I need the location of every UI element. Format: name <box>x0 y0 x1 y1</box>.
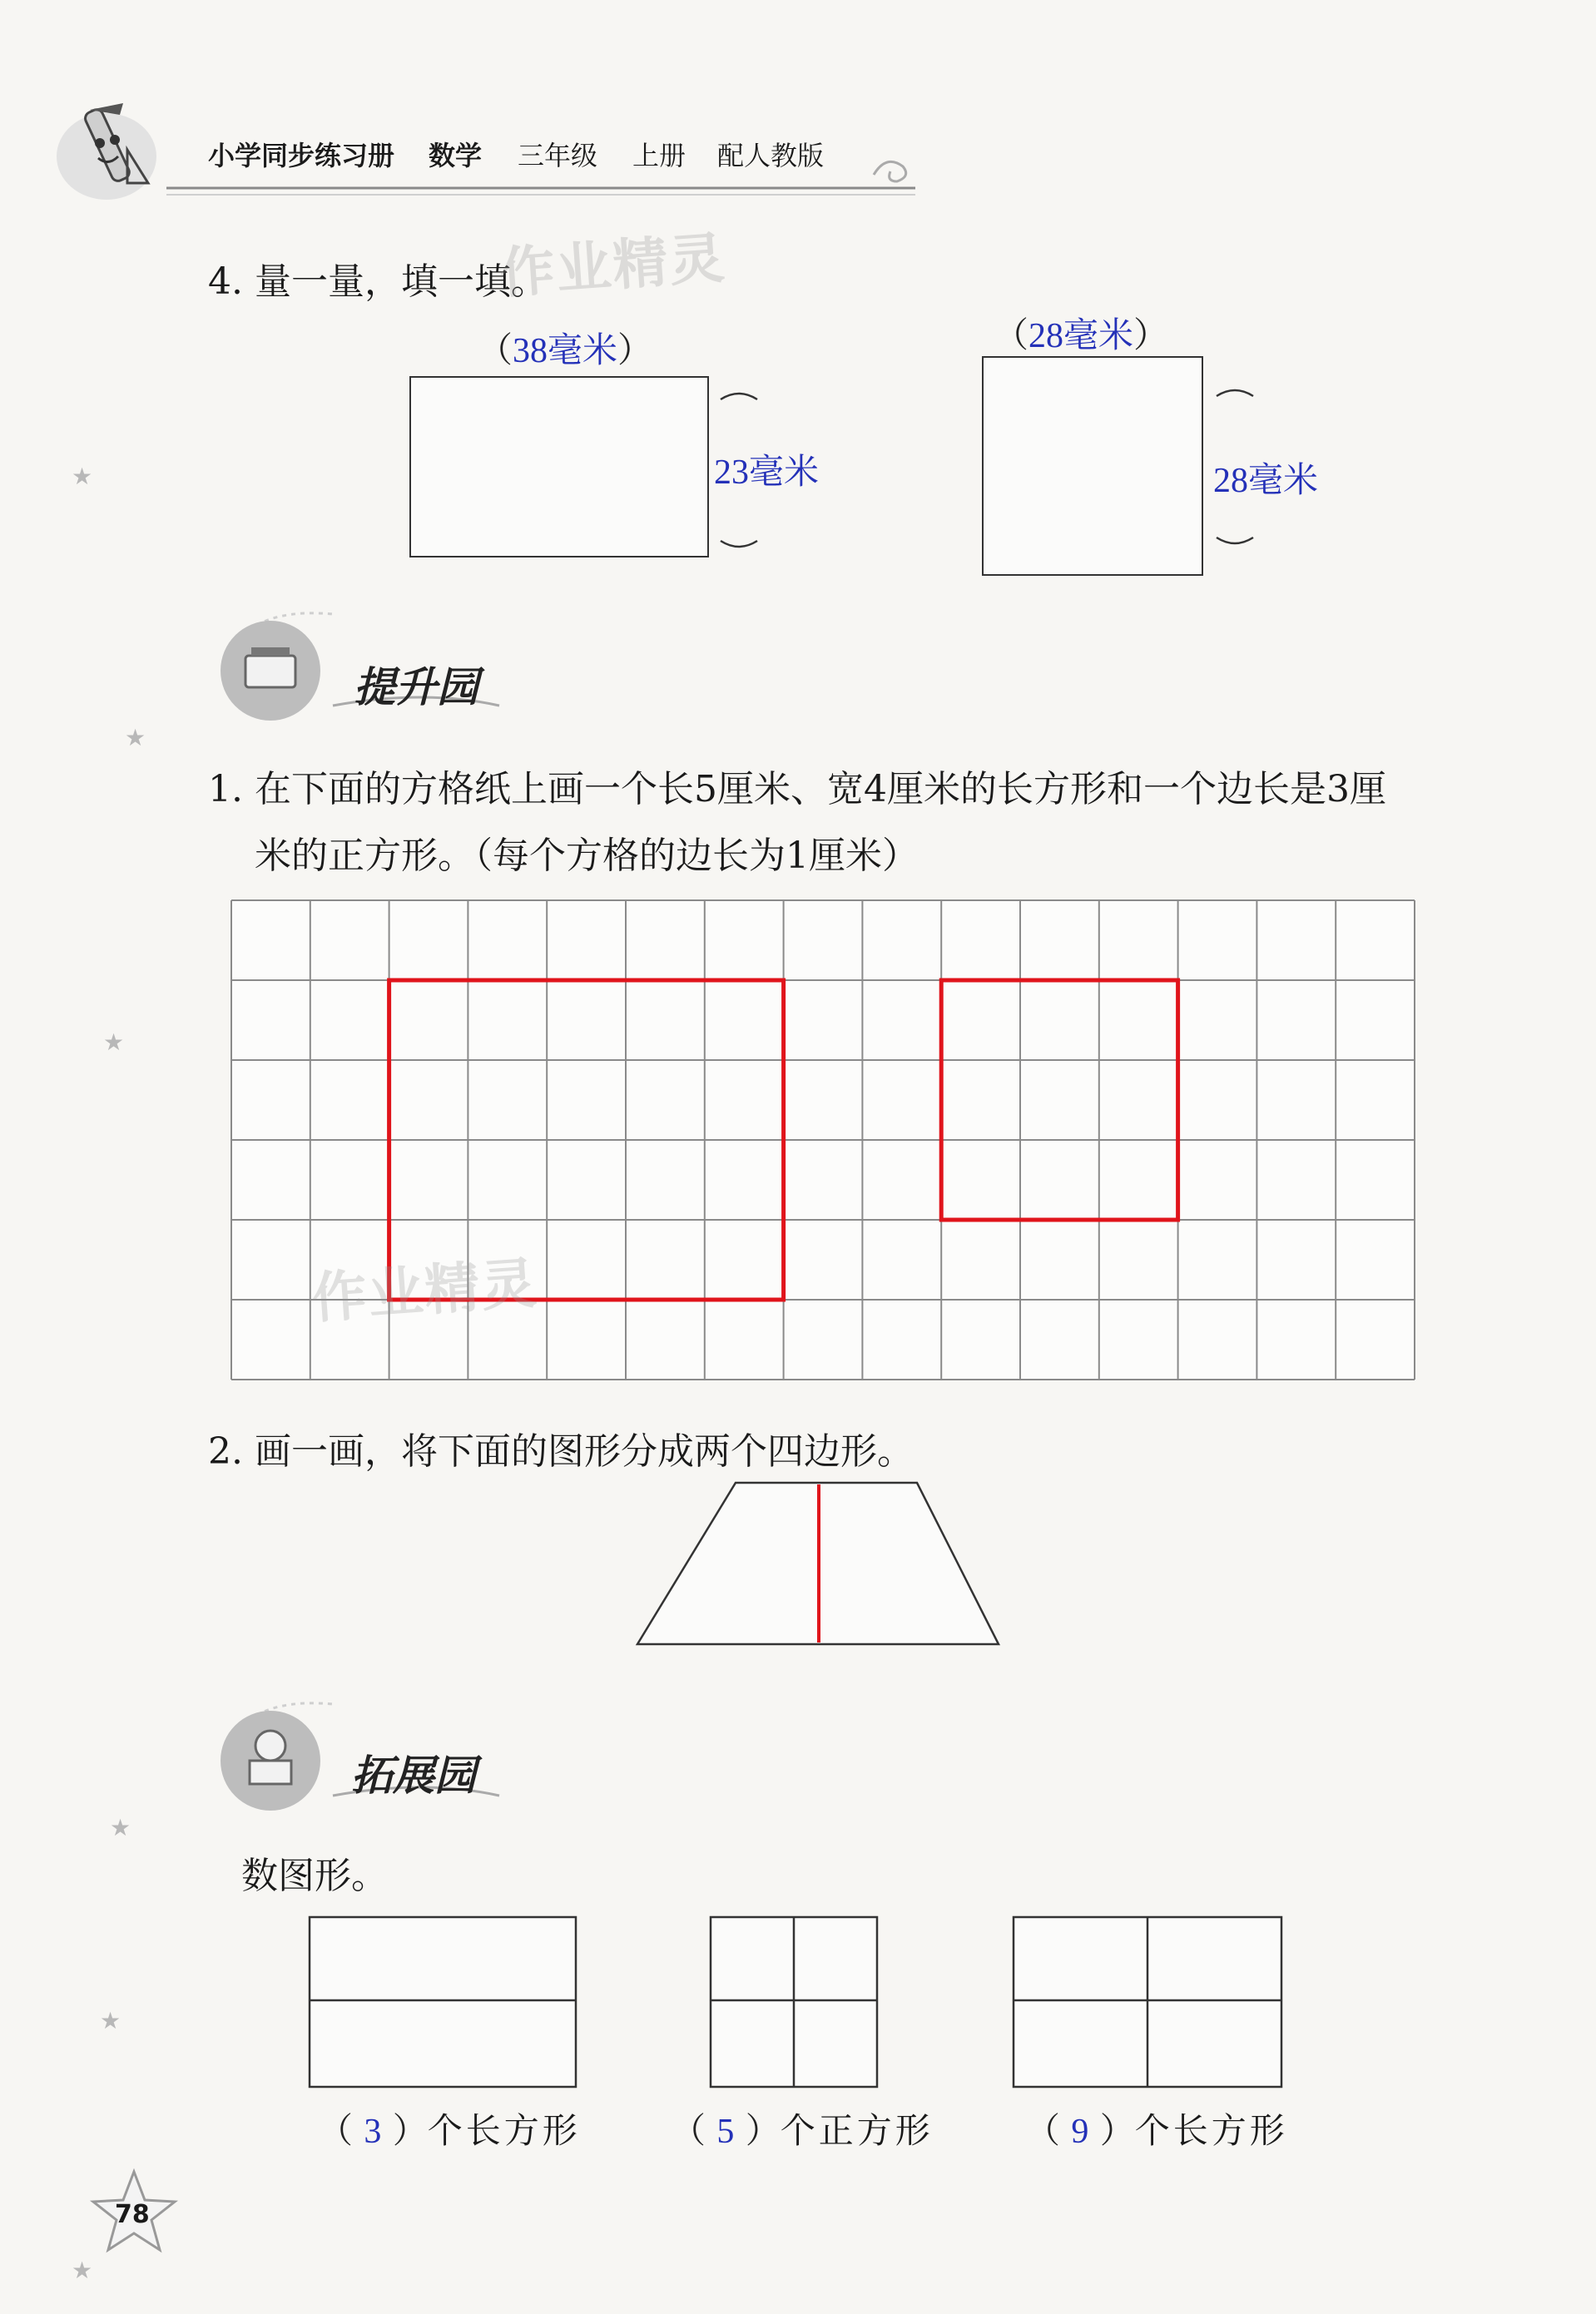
watermark-top: 作业精灵 <box>498 225 728 306</box>
answer-value-2: 5 <box>716 2113 735 2151</box>
figure-rect-split-horizontal <box>308 1915 579 2092</box>
p2-text: 2. 画一画，将下面的图形分成两个四边形。 <box>208 1430 914 1473</box>
rect2-top-answer: （28毫米） <box>994 315 1169 355</box>
header-volume: 上册 <box>632 140 686 171</box>
margin-star-icon: ★ <box>100 2007 121 2034</box>
p3-text: 数图形。 <box>241 1855 388 1897</box>
q4-title: 4. 量一量，填一填。 <box>208 260 548 303</box>
margin-star-icon: ★ <box>110 1814 131 1841</box>
header-rule <box>166 176 915 201</box>
answer-item-3: （ 9 ）个长方形 <box>1025 2110 1288 2151</box>
answer-value-1: 3 <box>364 2113 382 2151</box>
header-swirl-icon <box>865 150 915 191</box>
answer-value-3: 9 <box>1071 2113 1089 2151</box>
header-mascot-icon <box>48 92 165 208</box>
header-grade: 三年级 <box>518 140 598 171</box>
rect1-top-answer: （38毫米） <box>478 330 653 370</box>
margin-star-icon: ★ <box>103 1028 125 1056</box>
section1-title: 提升园 <box>354 663 478 711</box>
answer-item-1: （ 3 ）个长方形 <box>318 2110 581 2151</box>
margin-star-icon: ★ <box>125 724 146 751</box>
margin-star-icon: ★ <box>72 463 93 490</box>
header-book-title: 小学同步练习册 <box>208 140 395 171</box>
figure-rect-quartered <box>1012 1915 1286 2092</box>
answer-label-2: 个正方形 <box>780 2110 934 2151</box>
section2-title: 拓展园 <box>351 1752 476 1800</box>
p1-line2: 米的正方形。（每个方格的边长为1厘米） <box>255 835 919 877</box>
answer-item-2: （ 5 ）个正方形 <box>671 2110 934 2151</box>
answer-label-3: 个长方形 <box>1134 2110 1288 2151</box>
rect1-side-answer: 23毫米 <box>714 453 820 492</box>
figure-square-quartered <box>709 1915 880 2092</box>
rect2-shape <box>982 356 1203 576</box>
rect1-shape <box>409 376 709 557</box>
trapezoid-figure <box>632 1473 1007 1656</box>
page-number: 78 <box>115 2200 150 2229</box>
p1-line1: 1. 在下面的方格纸上画一个长5厘米、宽4厘米的长方形和一个边长是3厘 <box>208 768 1386 810</box>
rect2-side-answer: 28毫米 <box>1213 462 1319 500</box>
watermark-grid: 作业精灵 <box>310 1251 540 1331</box>
margin-star-icon: ★ <box>72 2257 93 2284</box>
header-subject: 数学 <box>429 140 483 171</box>
answer-label-1: 个长方形 <box>427 2110 581 2151</box>
header-edition: 配人教版 <box>717 140 825 171</box>
